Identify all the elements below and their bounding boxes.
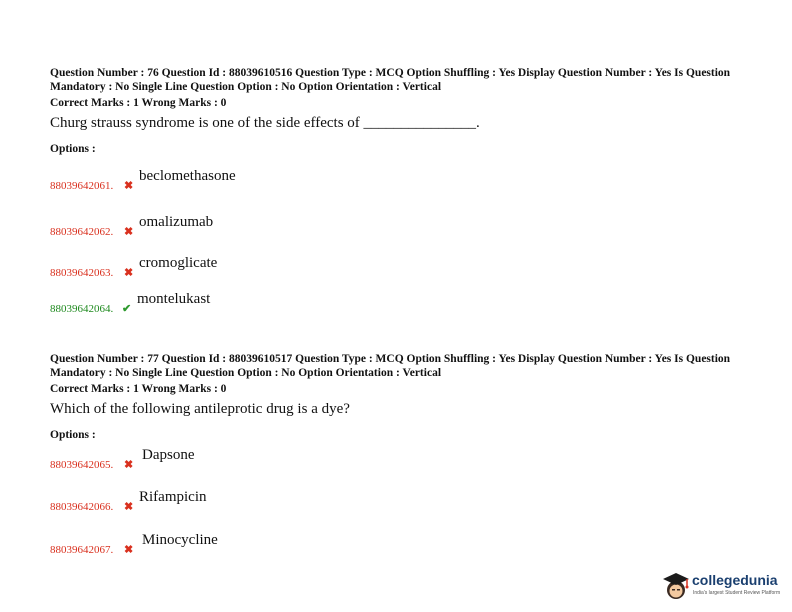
option-text: Rifampicin: [139, 489, 207, 505]
option-id: 88039642062.: [50, 226, 114, 238]
cross-icon: ✖: [124, 226, 134, 238]
option-text: Dapsone: [142, 447, 195, 463]
option-text: beclomethasone: [139, 168, 236, 184]
options-label: Options :: [50, 143, 96, 155]
question-76: [50, 66, 750, 156]
option-text: montelukast: [137, 291, 211, 307]
option-text: cromoglicate: [139, 255, 218, 271]
cross-icon: ✖: [124, 267, 134, 279]
cross-icon: ✖: [124, 501, 134, 513]
collegedunia-logo: [660, 566, 786, 606]
brand-tagline: India's largest Student Review Platform: [693, 590, 781, 596]
option-id: 88039642065.: [50, 459, 114, 471]
check-icon: ✔: [122, 303, 132, 315]
options-label: Options :: [50, 429, 96, 441]
cross-icon: ✖: [124, 544, 134, 556]
option-id: 88039642061.: [50, 180, 114, 192]
option-text: Minocycline: [142, 532, 218, 548]
question-text: Churg strauss syndrome is one of the side effects of _______________.: [50, 115, 480, 131]
brand-name: collegedunia: [692, 572, 778, 588]
question-text: Which of the following antileprotic drug is a dye?: [50, 401, 350, 417]
question-marks: Correct Marks : 1 Wrong Marks : 0: [50, 97, 227, 109]
question-77: [50, 352, 750, 442]
option-id: 88039642067.: [50, 544, 114, 556]
option-id: 88039642064.: [50, 303, 114, 315]
option-id: 88039642063.: [50, 267, 114, 279]
question-meta: Question Number : 77 Question Id : 88039610517 Question Type : MCQ Option Shuffling : Yes Display Question Number : Yes Is Question Mandatory : No Single Line Question Option : No Option Orientation : Vertical: [50, 353, 731, 379]
question-meta: Question Number : 76 Question Id : 88039610516 Question Type : MCQ Option Shuffling : Yes Display Question Number : Yes Is Question Mandatory : No Single Line Question Option : No Option Orientation : Vertical: [50, 67, 731, 93]
option-text: omalizumab: [139, 214, 214, 230]
graduate-icon: [660, 568, 692, 604]
option-id: 88039642066.: [50, 501, 114, 513]
cross-icon: ✖: [124, 180, 134, 192]
cross-icon: ✖: [124, 459, 134, 471]
question-marks: Correct Marks : 1 Wrong Marks : 0: [50, 383, 227, 395]
